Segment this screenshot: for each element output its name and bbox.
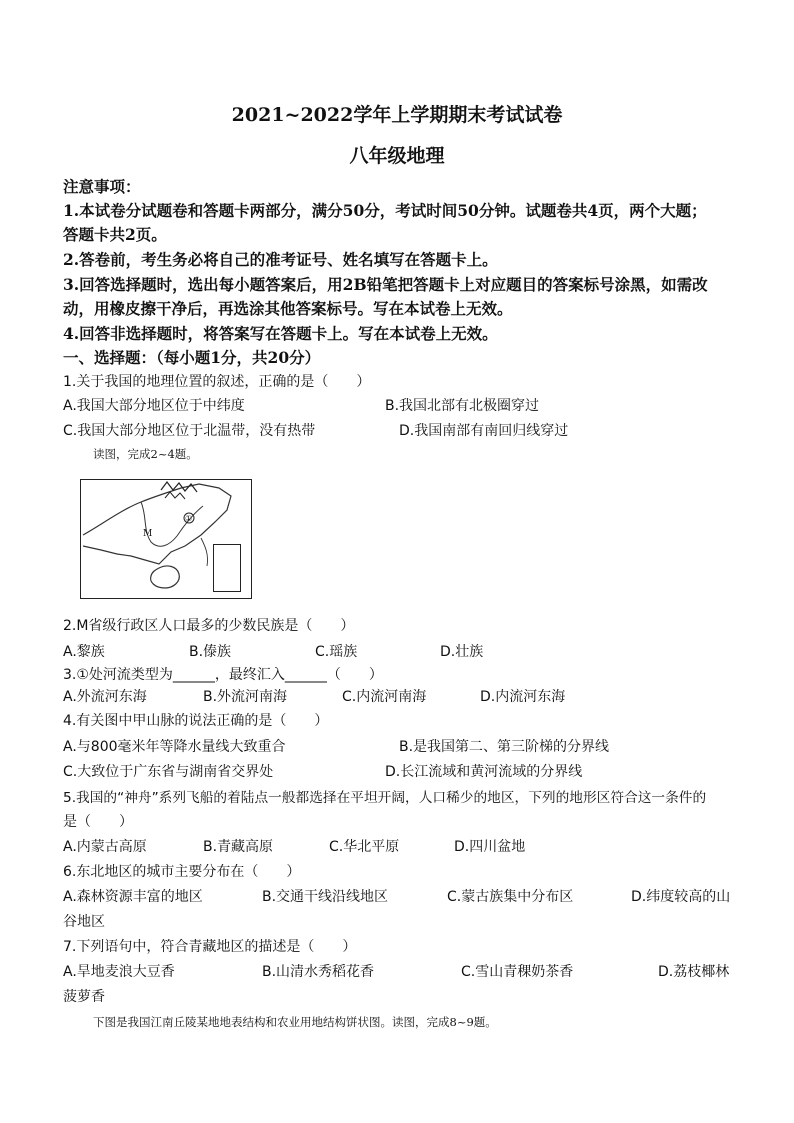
q1-option-c: C.我国大部分地区位于北温带，没有热带 [63, 423, 316, 439]
q5-stem-2: 是（ ） [63, 814, 133, 830]
q4-option-c: C.大致位于广东省与湖南省交界处 [63, 764, 274, 780]
map-label-1: ① [185, 514, 193, 523]
map-caption: 读图，完成2~4题。 [93, 447, 198, 461]
q1-option-a: A.我国大部分地区位于中纬度 [63, 398, 245, 414]
q6-option-d-cont: 谷地区 [63, 914, 105, 930]
note-3b: 动，用橡皮擦干净后，再选涂其他答案标号。写在本试卷上无效。 [63, 299, 513, 318]
q6-stem: 6.东北地区的城市主要分布在（ ） [63, 864, 301, 880]
q5-stem-1: 5.我国的“神舟”系列飞船的着陆点一般都选择在平坦开阔，人口稀少的地区，下列的地形区符合这一条件的 [63, 790, 707, 806]
figure-caption-2: 下图是我国江南丘陵某地地表结构和农业用地结构饼状图。读图，完成8~9题。 [93, 1015, 497, 1029]
notes-heading: 注意事项： [63, 177, 141, 196]
q3-option-d: D.内流河东海 [480, 689, 566, 705]
map-inset [213, 544, 241, 592]
q5-option-c: C.华北平原 [329, 839, 400, 855]
q5-option-b: B.青藏高原 [203, 839, 274, 855]
exam-subtitle: 八年级地理 [349, 145, 445, 167]
q3-option-b: B.外流河南海 [203, 689, 288, 705]
q4-option-a: A.与800毫米年等降水量线大致重合 [63, 739, 286, 755]
q2-option-b: B.傣族 [189, 644, 232, 660]
note-1a: 1.本试卷分试题卷和答题卡两部分，满分50分，考试时间50分钟。试题卷共4页，两个大题； [63, 201, 707, 220]
q6-option-b: B.交通干线沿线地区 [262, 889, 389, 905]
q2-option-c: C.瑶族 [315, 644, 358, 660]
q6-option-c: C.蒙古族集中分布区 [447, 889, 574, 905]
q7-option-a: A.旱地麦浪大豆香 [63, 964, 175, 980]
note-3a: 3.回答选择题时，选出每小题答案后，用2B铅笔把答题卡上对应题目的答案标号涂黑，如需改 [63, 275, 708, 294]
q1-stem: 1.关于我国的地理位置的叙述，正确的是（ ） [63, 374, 371, 390]
q7-option-c: C.雪山青稞奶茶香 [461, 964, 574, 980]
q5-option-d: D.四川盆地 [454, 839, 526, 855]
q4-option-d: D.长江流域和黄河流域的分界线 [385, 764, 583, 780]
note-2: 2.答卷前，考生务必将自己的准考证号、姓名填写在答题卡上。 [63, 250, 498, 269]
q7-stem: 7.下列语句中，符合青藏地区的描述是（ ） [63, 939, 357, 955]
q3-option-a: A.外流河东海 [63, 689, 147, 705]
q2-option-a: A.黎族 [63, 644, 105, 660]
q2-stem: 2.M省级行政区人口最多的少数民族是（ ） [63, 618, 355, 634]
q6-option-d: D.纬度较高的山 [631, 889, 731, 905]
q4-option-b: B.是我国第二、第三阶梯的分界线 [399, 739, 610, 755]
q1-option-b: B.我国北部有北极圈穿过 [385, 398, 540, 414]
map-label-m: M [143, 529, 153, 539]
section-heading: 一、选择题：（每小题1分，共20分） [63, 348, 321, 367]
q3-stem: 3.①处河流类型为______，最终汇入______（ ） [63, 667, 383, 683]
q6-option-a: A.森林资源丰富的地区 [63, 889, 203, 905]
region-map [80, 479, 252, 599]
q7-option-d-cont: 菠萝香 [63, 989, 105, 1005]
note-4: 4.回答非选择题时，将答案写在答题卡上。写在本试卷上无效。 [63, 324, 498, 343]
note-1b: 答题卡共2页。 [63, 225, 167, 244]
q1-option-d: D.我国南部有南回归线穿过 [399, 423, 569, 439]
q4-stem: 4.有关图中甲山脉的说法正确的是（ ） [63, 713, 329, 729]
q3-option-c: C.内流河南海 [342, 689, 427, 705]
q5-option-a: A.内蒙古高原 [63, 839, 147, 855]
q7-option-b: B.山清水秀稻花香 [262, 964, 375, 980]
exam-title: 2021~2022学年上学期期末考试试卷 [231, 104, 563, 126]
q2-option-d: D.壮族 [440, 644, 484, 660]
q7-option-d: D.荔枝椰林 [658, 964, 730, 980]
